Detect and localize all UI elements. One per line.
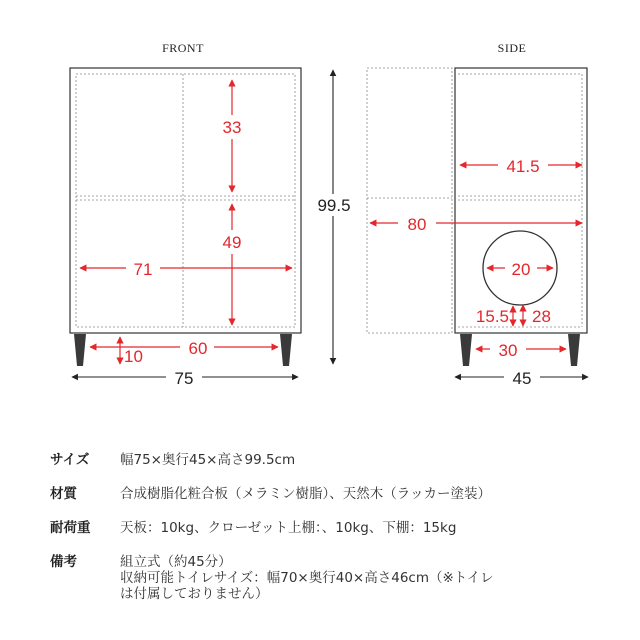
- spec-value: [120, 554, 494, 602]
- spec-line: 幅75×奥行45×高さ99.5cm: [120, 452, 296, 468]
- front-view-title: FRONT: [162, 41, 204, 55]
- spec-line: 天板：10kg、クローゼット上棚：、10kg、下棚：15kg: [120, 520, 457, 536]
- front-right-leg: [280, 334, 292, 366]
- spec-row-load: [50, 520, 610, 536]
- dim-hole-diameter: 20: [511, 260, 531, 279]
- spec-value: [120, 486, 491, 502]
- spec-row-material: [50, 486, 610, 502]
- dim-total-depth: 45: [512, 369, 532, 388]
- side-left-leg: [460, 334, 472, 366]
- spec-label: 耐荷重: [50, 520, 91, 536]
- dim-inner-width: 71: [133, 260, 153, 279]
- dim-total-height: 99.5: [317, 196, 351, 215]
- dim-lower-depth: 80: [407, 215, 427, 234]
- dim-leg-height: 10: [124, 347, 143, 366]
- spec-line: 合成樹脂化粧合板（メラミン樹脂）、天然木（ラッカー塗装）: [120, 486, 491, 502]
- spec-value: [120, 452, 295, 468]
- dim-leg-span: 60: [188, 339, 208, 358]
- spec-label: サイズ: [50, 452, 90, 468]
- spec-row-size: [50, 452, 610, 468]
- spec-value: [120, 520, 456, 536]
- front-left-leg: [74, 334, 86, 366]
- dim-upper-depth: 41.5: [506, 157, 540, 176]
- front-cabinet: [70, 68, 301, 333]
- dim-total-width: 75: [174, 369, 194, 388]
- spec-line: 組立式（約45分）: [120, 554, 232, 570]
- spec-line: は付属しておりません）: [120, 586, 269, 602]
- side-view-title: SIDE: [497, 41, 527, 55]
- spec-row-notes: [50, 554, 610, 602]
- spec-label: 材質: [50, 486, 77, 502]
- dim-hole-top: 28: [532, 307, 551, 326]
- dim-side-leg-span: 30: [498, 341, 518, 360]
- side-right-leg: [568, 334, 580, 366]
- dim-upper-shelf-height: 33: [222, 118, 242, 137]
- dim-hole-bottom: 15.5: [475, 307, 509, 326]
- spec-line: 収納可能トイレサイズ：幅70×奥行40×高さ46cm（※トイレ: [120, 570, 494, 586]
- spec-label: 備考: [50, 554, 77, 570]
- dim-lower-shelf-height: 49: [222, 233, 242, 252]
- spec-table: [50, 452, 610, 602]
- side-cabinet: [367, 68, 587, 333]
